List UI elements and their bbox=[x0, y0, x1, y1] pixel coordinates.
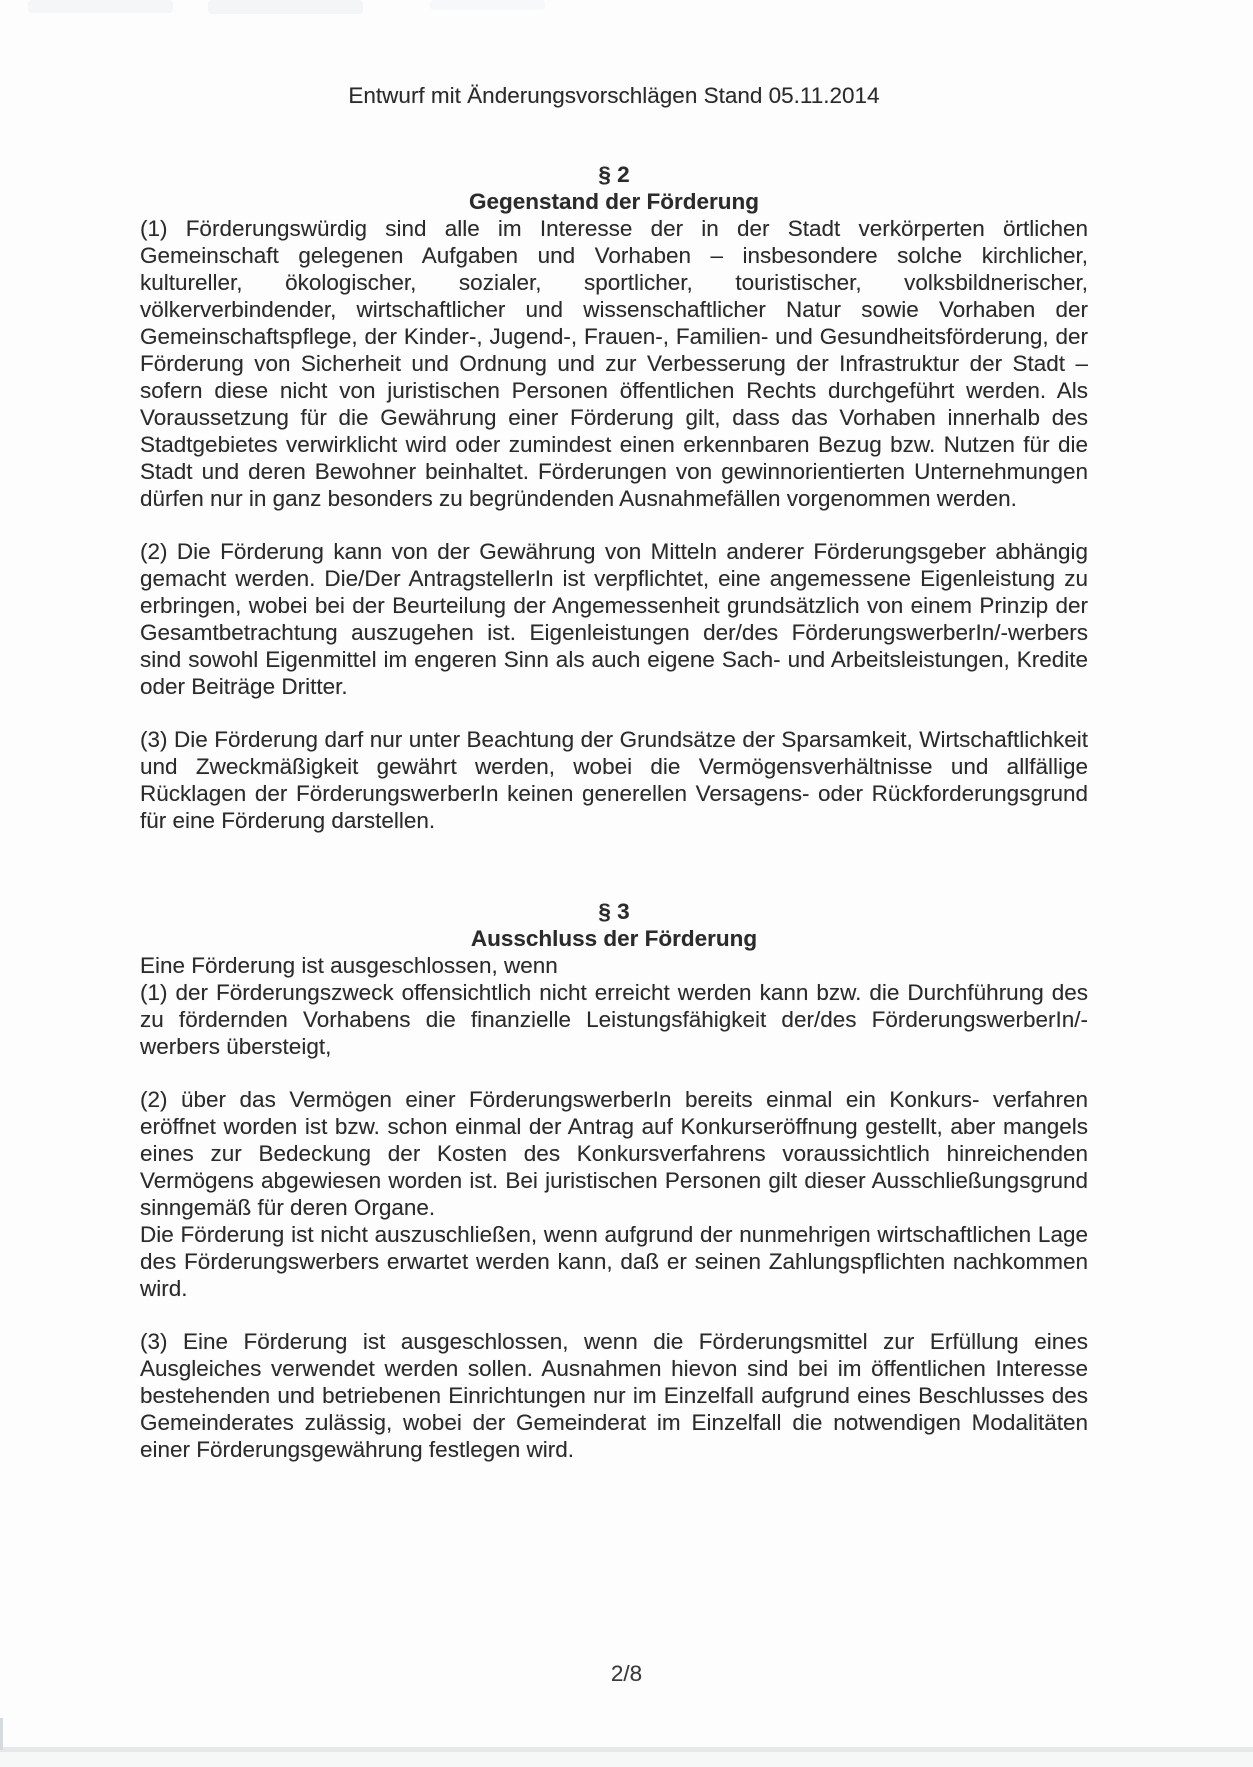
section-3-paragraph-3: (3) Eine Förderung ist ausgeschlossen, wenn die Förderungsmittel zur Erfüllung eines Ausgleiches verwendet werden sollen. Ausnahmen hievon sind bei im öffentlichen Interesse bestehenden und betriebenen Einrichtungen nur im Einzelfall aufgrund eines Beschlusses des Gemeinderates zulässig, wobei der Gemeinderat im Einzelfall die notwendigen Modalitäten einer Förderungsgewährung festlegen wird. bbox=[140, 1329, 1088, 1462]
scan-smudge bbox=[28, 0, 173, 13]
section-3-paragraph-2-continuation: Die Förderung ist nicht auszuschließen, wenn aufgrund der nunmehrigen wirtschaftlichen Lage des Förderungswerbers erwartet werden kann, daß er seinen Zahlungspflichten nachkommen wird. bbox=[140, 1222, 1088, 1301]
section-3-intro: Eine Förderung ist ausgeschlossen, wenn bbox=[140, 953, 558, 978]
scan-line bbox=[0, 1747, 1253, 1752]
scan-edge bbox=[0, 1718, 3, 1750]
section-2-title: Gegenstand der Förderung bbox=[468, 189, 760, 214]
section-3-heading bbox=[140, 898, 1088, 952]
section-2-paragraph-3: (3) Die Förderung darf nur unter Beachtung der Grundsätze der Sparsamkeit, Wirtschaftlichkeit und Zweckmäßigkeit gewährt werden, wobei die Vermögensverhältnisse und allfällige Rücklagen der FörderungswerberIn keinen generellen Versagens- oder Rückforderungsgrund für eine Förderung darstellen. bbox=[140, 727, 1088, 833]
section-3-paragraph-1: (1) der Förderungszweck offensichtlich nicht erreicht werden kann bzw. die Durchführung des zu fördernden Vorhabens die finanzielle Leistungsfähigkeit der/des FörderungswerberIn/-werbers übersteigt, bbox=[140, 980, 1088, 1059]
section-3-number: § 3 bbox=[598, 899, 630, 924]
scan-band bbox=[0, 1752, 1253, 1767]
section-2-heading bbox=[140, 161, 1088, 215]
section-3-paragraph-2: (2) über das Vermögen einer FörderungswerberIn bereits einmal ein Konkurs- verfahren eröffnet worden ist bzw. schon einmal der Antrag auf Konkurseröffnung gestellt, aber mangels eines zur Bedeckung der Kosten des Konkursverfahrens voraussichtlich hinreichenden Vermögens abgewiesen worden ist. Bei juristischen Personen gilt dieser Ausschließungsgrund sinngemäß für deren Organe. bbox=[140, 1087, 1088, 1220]
document-header: Entwurf mit Änderungsvorschlägen Stand 05.11.2014 bbox=[348, 83, 880, 108]
section-3-title: Ausschluss der Förderung bbox=[470, 926, 758, 951]
section-2-number: § 2 bbox=[598, 162, 630, 187]
section-2-paragraph-1: (1) Förderungswürdig sind alle im Interesse der in der Stadt verkörperten örtlichen Gemeinschaft gelegenen Aufgaben und Vorhaben – insbesondere solche kirchlicher, kultureller, ökologischer, sozialer, sportlicher, touristischer, volksbildnerischer, völkerverbindender, wirtschaftlicher und wissenschaftlicher Natur sowie Vorhaben der Gemeinschaftspflege, der Kinder-, Jugend-, Frauen-, Familien- und Gesundheitsförderung, der Förderung von Sicherheit und Ordnung und zur Verbesserung der Infrastruktur der Stadt – sofern diese nicht von juristischen Personen öffentlichen Rechts durchgeführt werden. Als Voraussetzung für die Gewährung einer Förderung gilt, dass das Vorhaben innerhalb des Stadtgebietes verwirklicht wird oder zumindest einen erkennbaren Bezug bzw. Nutzen für die Stadt und deren Bewohner beinhaltet. Förderungen von gewinnorientierten Unternehmungen dürfen nur in ganz besonders zu begründenden Ausnahmefällen vorgenommen werden. bbox=[140, 216, 1088, 511]
scan-smudge bbox=[430, 0, 545, 10]
section-2-paragraph-2: (2) Die Förderung kann von der Gewährung von Mitteln anderer Förderungsgeber abhängig gemacht werden. Die/Der AntragstellerIn ist verpflichtet, eine angemessene Eigenleistung zu erbringen, wobei bei der Beurteilung der Angemessenheit grundsätzlich von einem Prinzip der Gesamtbetrachtung auszugehen ist. Eigenleistungen der/des FörderungswerberIn/-werbers sind sowohl Eigenmittel im engeren Sinn als auch eigene Sach- und Arbeitsleistungen, Kredite oder Beiträge Dritter. bbox=[140, 539, 1088, 699]
page-number: 2/8 bbox=[610, 1661, 643, 1686]
scan-smudge bbox=[208, 0, 363, 14]
